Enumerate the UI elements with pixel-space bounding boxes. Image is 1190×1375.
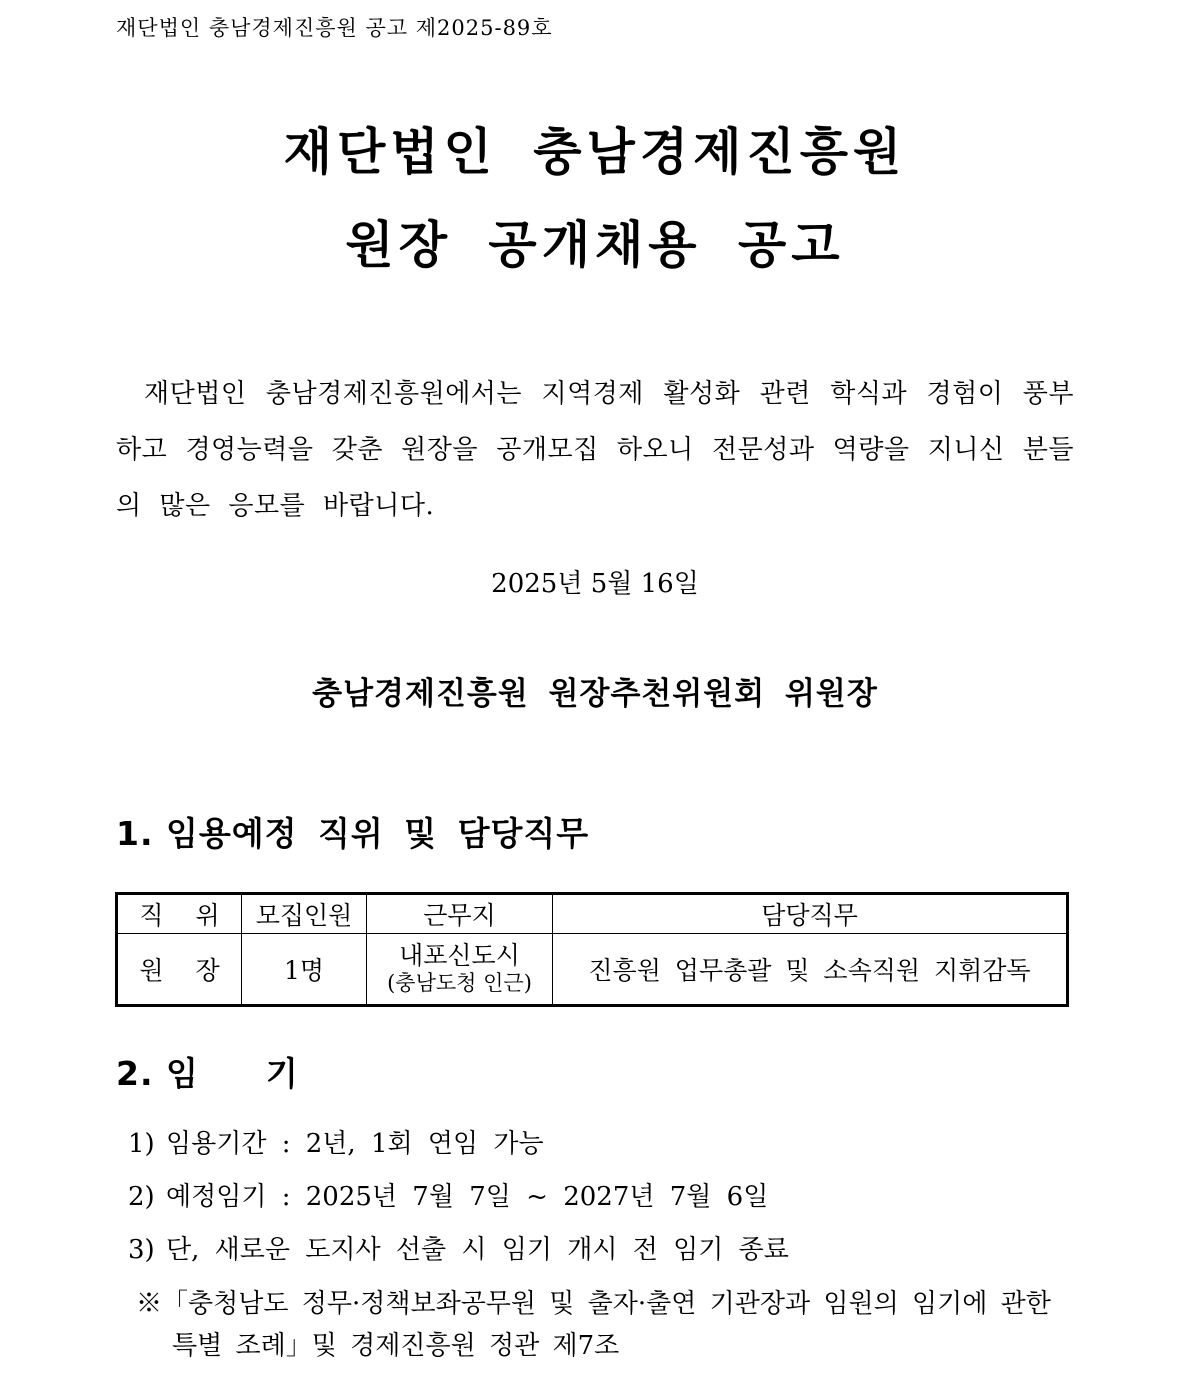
position-table <box>115 892 1069 1007</box>
table-row <box>117 934 1068 1006</box>
section-1-heading <box>116 808 589 855</box>
term-list <box>128 1122 789 1281</box>
header-count: 모집인원 <box>242 894 367 934</box>
cell-duty: 진흥원 업무총괄 및 소속직원 지휘감독 <box>553 934 1068 1006</box>
list-item <box>128 1175 789 1228</box>
list-item-number: 1) <box>128 1129 155 1159</box>
list-item-text: 단, 새로운 도지사 선출 시 임기 개시 전 임기 종료 <box>166 1235 789 1265</box>
list-item <box>128 1228 789 1281</box>
section-2-heading <box>116 1048 366 1095</box>
section-number: 1. <box>116 814 154 853</box>
document-title-line2: 원장 공개채용 공고 <box>345 216 845 274</box>
header-duty: 담당직무 <box>553 894 1068 934</box>
location-name: 내포신도시 <box>399 941 520 970</box>
list-item <box>128 1122 789 1175</box>
cell-position: 원 장 <box>117 934 242 1006</box>
section-title: 임기 <box>166 1054 366 1093</box>
header-location: 근무지 <box>367 894 553 934</box>
list-item-text: 예정임기 : 2025년 7월 7일 ~ 2027년 7월 6일 <box>166 1182 769 1212</box>
list-item-text: 임용기간 : 2년, 1회 연임 가능 <box>166 1129 544 1159</box>
intro-paragraph: 재단법인 충남경제진흥원에서는 지역경제 활성화 관련 학식과 경험이 풍부하고 경영능력을 갖춘 원장을 공개모집 하오니 전문성과 역량을 지니신 분들의 많은 응모를 바랍니다. <box>116 379 1074 521</box>
signer: 충남경제진흥원 원장추천위원회 위원장 <box>312 676 878 712</box>
announcement-date: 2025년 5월 16일 <box>491 569 699 599</box>
section-number: 2. <box>116 1054 154 1093</box>
section-title: 임용예정 직위 및 담당직무 <box>166 814 590 853</box>
note-line-1: ※「충청남도 정무·정책보좌공무원 및 출자·출연 기관장과 임원의 임기에 관한 <box>136 1289 1051 1319</box>
location-note: (충남도청 인근) <box>387 971 532 995</box>
header-position: 직 위 <box>117 894 242 934</box>
table-header-row <box>117 894 1068 934</box>
document-title-line1: 재단법인 충남경제진흥원 <box>283 123 907 181</box>
legal-note <box>136 1283 1076 1367</box>
cell-count: 1명 <box>242 934 367 1006</box>
list-item-number: 3) <box>128 1235 155 1265</box>
note-line-2: 특별 조례」및 경제진흥원 정관 제7조 <box>172 1331 620 1361</box>
notice-number: 재단법인 충남경제진흥원 공고 제2025-89호 <box>116 16 553 40</box>
list-item-number: 2) <box>128 1182 155 1212</box>
cell-location <box>367 934 553 1006</box>
